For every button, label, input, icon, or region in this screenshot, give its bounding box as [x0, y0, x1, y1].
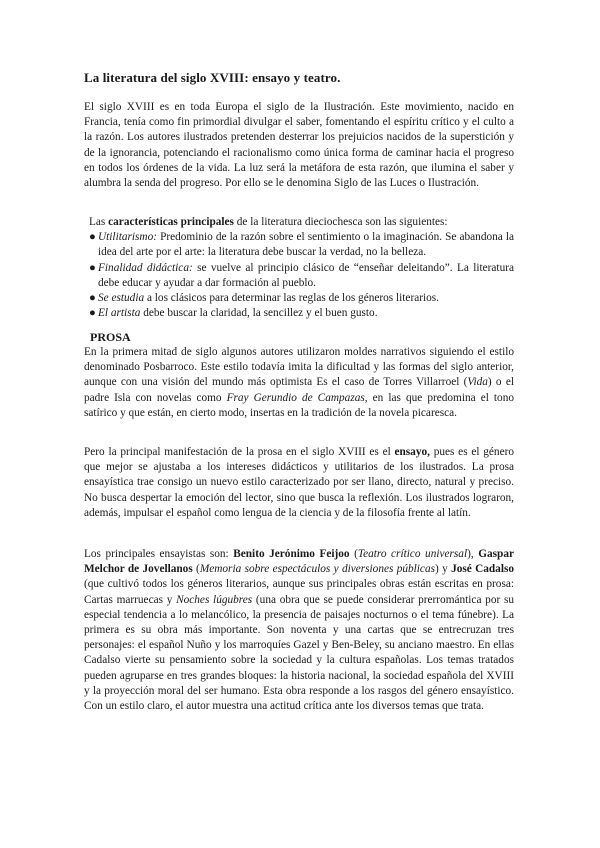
characteristics-intro: Las características principales de la literatura dieciochesca son las siguientes: — [89, 216, 448, 228]
list-item: ● Finalidad didáctica: se vuelve al principio clásico de “enseñar deleitando”. La literatura debe educar y ayudar a dar formación al pueblo. — [89, 261, 514, 289]
prosa-paragraph-1: En la primera mitad de siglo algunos autores utilizaron moldes narrativos siguiendo el estilo denominado Posbarroco. Este estilo todavía imita la dificultad y las formas del siglo anterior, aunque con una visión del mundo más optimista Es el caso de Torres Villarroel (Vida) o el padre Isla con novelas como Fray Gerundio de Campazas, en las que predomina el tono satírico y que están, en cierto modo, insertas en la tradición de la novela picaresca. — [84, 346, 514, 419]
list-item: ● Utilitarismo: Predominio de la razón sobre el sentimiento o la imaginación. Se abandona la idea del arte por el arte: la literatura debe buscar la verdad, no la belleza. — [89, 231, 514, 259]
characteristics-section — [84, 215, 514, 321]
page-title: La literatura del siglo XVIII: ensayo y teatro. — [84, 70, 341, 85]
bullet-icon: ● — [89, 231, 96, 244]
list-item: ● El artista debe buscar la claridad, la sencillez y el buen gusto. — [89, 306, 514, 321]
section-heading-prosa: PROSA — [90, 330, 131, 344]
prosa-paragraph-3: Los principales ensayistas son: Benito Jerónimo Feijoo (Teatro crítico universal), Gaspar Melchor de Jovellanos (Memoria sobre espectáculos y diversiones públicas) y José Cadalso (que cultivó todos los géneros literarios, aunque sus principales obras están escritas en prosa: Cartas marruecas y Noches lúgubres (una obra que se puede considerar prerromántica por su especial tendencia a lo melancólico, la presencia de paisajes nocturnos o el tema fúnebre). La primera es su obra más importante. Son noventa y una cartas que se entrecruzan tres personajes: el español Nuño y los marroquíes Gazel y Ben-Beley, su anciano maestro. En ellas Cadalso vierte su pensamiento sobre la sociedad y la cultura españolas. Los temas tratados pueden agruparse en tres grandes bloques: la historia nacional, la sociedad española del XVIII y la proyección moral del ser humano. Esta obra responde a los rasgos del género ensayístico. Con un estilo claro, el autor muestra una actitud crítica ante los diversos temas que trata. — [84, 548, 515, 713]
bullet-icon: ● — [89, 261, 96, 274]
characteristics-bold: características principales — [108, 216, 234, 228]
list-item: ● Se estudia a los clásicos para determinar las reglas de los géneros literarios. — [89, 291, 514, 306]
intro-paragraph: El siglo XVIII es en toda Europa el siglo de la Ilustración. Este movimiento, nacido en Francia, tenía como fin primordial divulgar el saber, fomentando el espíritu crítico y el culto a la razón. Los autores ilustrados pretenden desterrar los prejuicios nacidos de la superstición y de la ignorancia, potenciando el racionalismo como única forma de caminar hacia el progreso en todos los órdenes de la vida. La luz será la metáfora de esta razón, que ilumina el saber y alumbra la senda del progreso. Por ello se le denomina Siglo de las Luces o Ilustración. — [84, 101, 514, 190]
bullet-icon: ● — [89, 307, 96, 320]
bullet-icon: ● — [89, 292, 96, 305]
characteristics-list — [84, 230, 514, 321]
prosa-paragraph-2: Pero la principal manifestación de la prosa en el siglo XVIII es el ensayo, pues es el género que mejor se ajustaba a los intereses didácticos y utilitarios de los ilustrados. La prosa ensayística trae consigo un nuevo estilo caracterizado por ser llano, directo, natural y preciso. No busca despertar la emoción del lector, sino que busca la reflexión. Los ilustrados lograron, además, impulsar el español como lengua de la ciencia y de la filosofía frente al latín. — [84, 446, 514, 519]
